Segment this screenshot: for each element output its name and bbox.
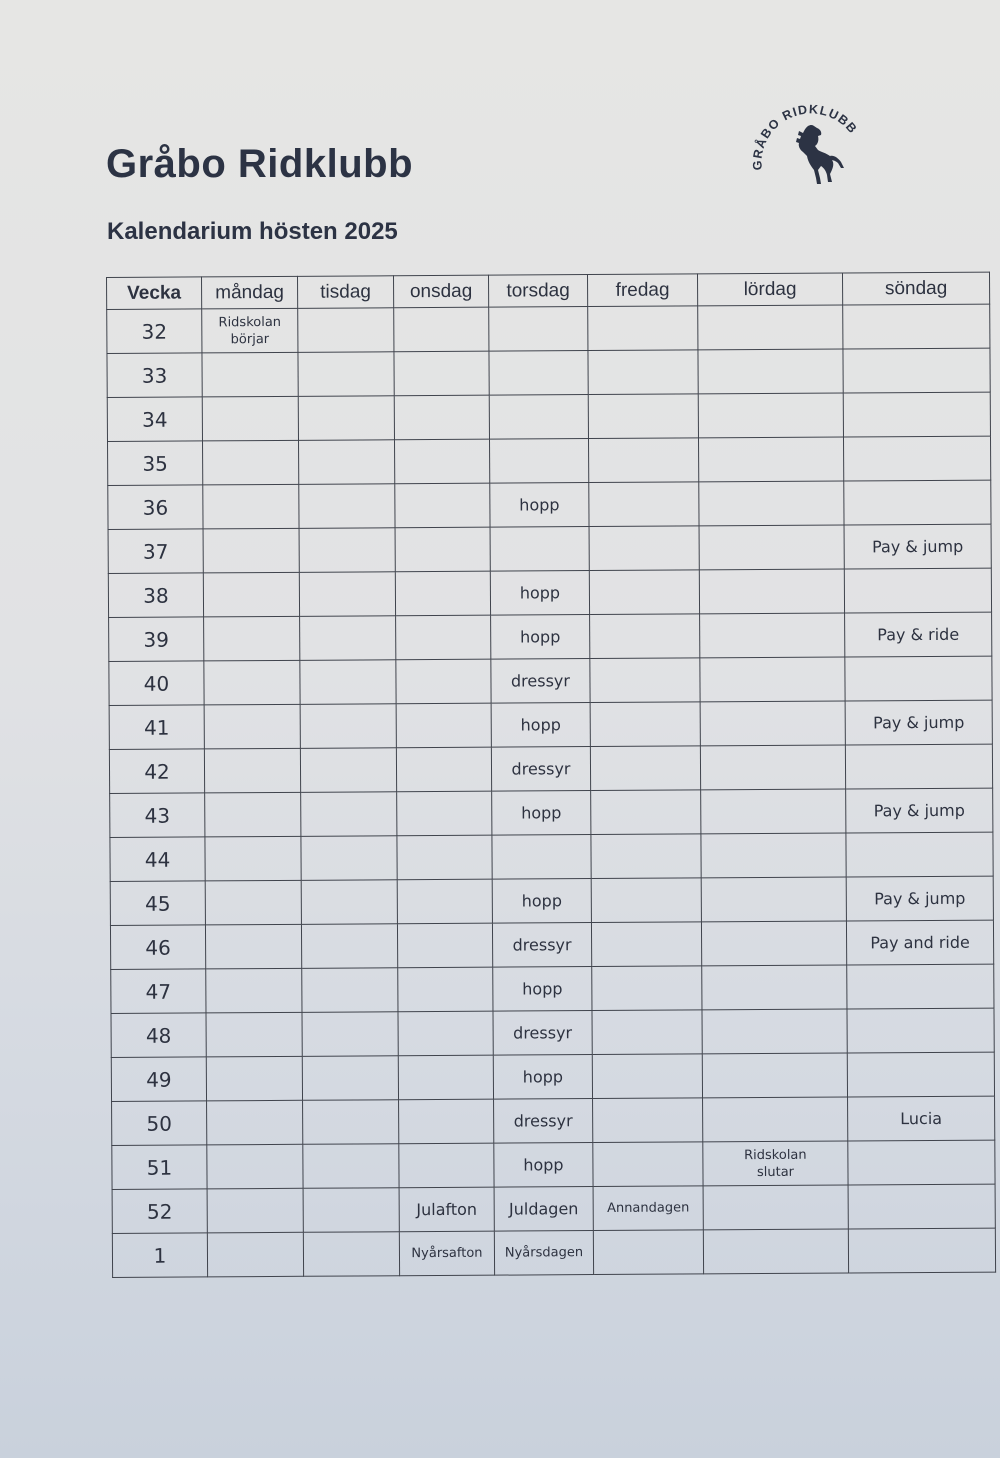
friday-cell: [588, 438, 698, 483]
tuesday-cell: [303, 1100, 399, 1145]
week-number: 50: [112, 1101, 207, 1146]
table-row: [109, 744, 992, 793]
event-label: dressyr: [511, 759, 571, 779]
sunday-cell: [844, 568, 991, 613]
table-row: [107, 392, 990, 441]
wednesday-cell: [398, 967, 493, 1012]
week-number: 33: [107, 353, 202, 398]
thursday-cell: [492, 879, 591, 924]
tuesday-cell: [303, 1232, 399, 1277]
event-label: hopp: [520, 715, 561, 735]
table-row: [110, 876, 993, 925]
event-label: Julafton: [416, 1199, 478, 1220]
event-label: hopp: [521, 891, 563, 911]
thursday-cell: [489, 307, 588, 352]
saturday-cell: [703, 1141, 848, 1186]
tuesday-cell: [298, 308, 394, 353]
table-row: [110, 920, 993, 969]
week-number: 40: [109, 661, 204, 706]
thursday-column-header: torsdag: [488, 275, 587, 308]
tuesday-cell: [300, 616, 396, 661]
tuesday-cell: [299, 484, 395, 529]
wednesday-column-header: onsdag: [393, 275, 488, 308]
thursday-cell: [493, 1055, 592, 1100]
friday-cell: [590, 614, 700, 659]
tuesday-cell: [303, 1188, 399, 1233]
sunday-cell: [845, 744, 992, 789]
table-row: [112, 1228, 995, 1277]
saturday-cell: [699, 569, 844, 614]
sunday-cell: [846, 788, 993, 833]
tuesday-cell: [302, 1056, 398, 1101]
monday-cell: [205, 924, 301, 969]
tuesday-cell: [299, 440, 395, 485]
event-label: hopp: [523, 1155, 564, 1175]
sunday-cell: [848, 1184, 995, 1229]
saturday-cell: [703, 1229, 848, 1274]
table-row: [110, 832, 993, 881]
week-number: 43: [110, 793, 205, 838]
saturday-cell: [701, 921, 846, 966]
table-row: [111, 1008, 994, 1057]
saturday-cell: [702, 1053, 847, 1098]
sunday-cell: [848, 1096, 995, 1141]
monday-cell: [206, 1012, 302, 1057]
week-column-header: Vecka: [107, 277, 202, 310]
friday-cell: [590, 702, 700, 747]
week-number: 39: [109, 617, 204, 662]
wednesday-cell: [397, 923, 492, 968]
week-number: 48: [111, 1013, 206, 1058]
sunday-column-header: söndag: [842, 272, 989, 305]
week-number: 36: [108, 485, 203, 530]
saturday-cell: [703, 1097, 848, 1142]
friday-cell: [591, 922, 701, 967]
monday-cell: [204, 748, 300, 793]
monday-cell: [207, 1188, 303, 1233]
event-label: Pay & jump: [872, 536, 964, 557]
wednesday-cell: [399, 1187, 494, 1232]
sunday-cell: [848, 1140, 995, 1185]
monday-cell: [207, 1100, 303, 1145]
monday-cell: [202, 352, 298, 397]
table-row: [107, 348, 990, 397]
monday-column-header: måndag: [202, 276, 298, 309]
saturday-cell: [702, 1009, 847, 1054]
page-title: Gråbo Ridklubb: [106, 142, 413, 186]
wednesday-cell: [399, 1099, 494, 1144]
saturday-cell: [701, 877, 846, 922]
friday-cell: [588, 394, 698, 439]
event-label: dressyr: [510, 671, 571, 691]
event-label: hopp: [520, 627, 561, 647]
week-number: 51: [112, 1145, 207, 1190]
event-label: Ridskolan börjar: [218, 314, 282, 347]
event-label: Pay & jump: [874, 888, 966, 909]
tuesday-cell: [302, 968, 398, 1013]
sunday-cell: [843, 348, 990, 393]
monday-cell: [204, 616, 300, 661]
thursday-cell: [489, 395, 588, 440]
saturday-cell: [700, 701, 845, 746]
monday-cell: [203, 572, 299, 617]
wednesday-cell: [399, 1143, 494, 1188]
friday-cell: [593, 1230, 703, 1275]
monday-cell: [202, 396, 298, 441]
saturday-cell: [703, 1185, 848, 1230]
thursday-cell: [491, 615, 590, 660]
friday-cell: [593, 1186, 703, 1231]
monday-cell: [206, 968, 302, 1013]
monday-cell: [205, 836, 301, 881]
saturday-cell: [698, 393, 843, 438]
sunday-cell: [848, 1228, 995, 1273]
wednesday-cell: [394, 395, 489, 440]
friday-cell: [589, 482, 699, 527]
friday-cell: [588, 350, 698, 395]
week-number: 1: [112, 1233, 207, 1278]
tuesday-cell: [301, 792, 397, 837]
week-number: 49: [111, 1057, 206, 1102]
event-label: hopp: [519, 495, 560, 515]
tuesday-cell: [303, 1144, 399, 1189]
thursday-cell: [494, 1231, 593, 1276]
thursday-cell: [493, 967, 592, 1012]
saturday-column-header: lördag: [697, 273, 842, 306]
table-row: [109, 700, 992, 749]
tuesday-cell: [299, 528, 395, 573]
wednesday-cell: [394, 351, 489, 396]
wednesday-cell: [395, 527, 490, 572]
calendar-table: [106, 272, 996, 1278]
saturday-cell: [698, 437, 843, 482]
week-number: 37: [108, 529, 203, 574]
table-row: [109, 612, 992, 661]
tuesday-cell: [300, 704, 396, 749]
sunday-cell: [845, 656, 992, 701]
tuesday-cell: [298, 396, 394, 441]
thursday-cell: [489, 351, 588, 396]
monday-cell: [205, 792, 301, 837]
rearing-horse-icon: [748, 98, 868, 193]
week-number: 42: [109, 749, 204, 794]
wednesday-cell: [396, 747, 491, 792]
friday-cell: [591, 878, 701, 923]
thursday-cell: [493, 1011, 592, 1056]
week-number: 35: [108, 441, 203, 486]
saturday-cell: [701, 833, 846, 878]
horse-silhouette: [796, 125, 844, 184]
tuesday-cell: [301, 880, 397, 925]
thursday-cell: [490, 527, 589, 572]
friday-cell: [588, 306, 698, 351]
saturday-cell: [700, 613, 845, 658]
wednesday-cell: [397, 879, 492, 924]
wednesday-cell: [397, 791, 492, 836]
event-label: hopp: [519, 583, 561, 603]
event-label: dressyr: [513, 1023, 573, 1043]
saturday-cell: [699, 481, 844, 526]
week-number: 44: [110, 837, 205, 882]
friday-cell: [590, 746, 700, 791]
wednesday-cell: [394, 439, 489, 484]
monday-cell: [204, 660, 300, 705]
event-label: Annandagen: [606, 1200, 690, 1216]
event-label: Pay & jump: [873, 712, 965, 733]
sunday-cell: [846, 920, 993, 965]
sunday-cell: [846, 876, 993, 921]
monday-cell: [205, 880, 301, 925]
event-label: hopp: [521, 803, 562, 823]
event-label: Lucia: [900, 1108, 943, 1129]
event-label: Juldagen: [508, 1199, 579, 1219]
event-label: hopp: [522, 979, 563, 999]
friday-cell: [590, 658, 700, 703]
event-label: Nyårsafton: [411, 1245, 483, 1262]
thursday-cell: [491, 747, 590, 792]
header-row: [107, 272, 990, 309]
tuesday-cell: [301, 924, 397, 969]
monday-cell: [203, 440, 299, 485]
saturday-cell: [702, 965, 847, 1010]
sunday-cell: [847, 1052, 994, 1097]
friday-cell: [589, 526, 699, 571]
table-row: [108, 436, 991, 485]
table-row: [111, 964, 994, 1013]
week-number: 45: [110, 881, 205, 926]
table-row: [111, 1052, 994, 1101]
friday-cell: [593, 1142, 703, 1187]
wednesday-cell: [398, 1055, 493, 1100]
table-row: [110, 788, 993, 837]
saturday-cell: [699, 525, 844, 570]
wednesday-cell: [398, 1011, 493, 1056]
friday-cell: [589, 570, 699, 615]
event-label: dressyr: [513, 1111, 573, 1131]
table-row: [112, 1140, 995, 1189]
sunday-cell: [844, 480, 991, 525]
sunday-cell: [843, 392, 990, 437]
wednesday-cell: [396, 615, 491, 660]
tuesday-cell: [300, 660, 396, 705]
wednesday-cell: [394, 307, 489, 352]
tuesday-cell: [299, 572, 395, 617]
thursday-cell: [490, 571, 589, 616]
sunday-cell: [845, 612, 992, 657]
monday-cell: [202, 308, 298, 353]
thursday-cell: [490, 483, 589, 528]
week-number: 32: [107, 309, 202, 354]
week-number: 38: [108, 573, 203, 618]
monday-cell: [204, 704, 300, 749]
thursday-cell: [494, 1143, 593, 1188]
thursday-cell: [492, 791, 591, 836]
sunday-cell: [847, 1008, 994, 1053]
week-number: 34: [107, 397, 202, 442]
tuesday-column-header: tisdag: [297, 276, 393, 309]
sunday-cell: [845, 700, 992, 745]
tuesday-cell: [301, 836, 397, 881]
friday-cell: [592, 1054, 702, 1099]
thursday-cell: [489, 439, 588, 484]
friday-cell: [591, 834, 701, 879]
friday-cell: [591, 790, 701, 835]
event-label: hopp: [522, 1067, 564, 1087]
table-row: [108, 480, 991, 529]
saturday-cell: [701, 789, 846, 834]
sunday-cell: [846, 832, 993, 877]
week-number: 52: [112, 1189, 207, 1234]
event-label: Nyårsdagen: [504, 1245, 584, 1261]
wednesday-cell: [396, 659, 491, 704]
saturday-cell: [698, 349, 843, 394]
tuesday-cell: [302, 1012, 398, 1057]
event-label: Ridskolan slutar: [744, 1147, 807, 1180]
event-label: Pay and ride: [870, 932, 970, 953]
table-row: [108, 524, 991, 573]
friday-cell: [592, 1010, 702, 1055]
friday-column-header: fredag: [587, 274, 697, 307]
wednesday-cell: [397, 835, 492, 880]
club-logo: [748, 98, 868, 193]
wednesday-cell: [395, 483, 490, 528]
event-label: Pay & jump: [873, 800, 965, 821]
thursday-cell: [494, 1187, 593, 1232]
table-row: [107, 304, 990, 353]
table-row: [108, 568, 991, 617]
thursday-cell: [494, 1099, 593, 1144]
wednesday-cell: [396, 703, 491, 748]
wednesday-cell: [399, 1231, 494, 1276]
wednesday-cell: [395, 571, 490, 616]
friday-cell: [592, 966, 702, 1011]
tuesday-cell: [298, 352, 394, 397]
sunday-cell: [844, 524, 991, 569]
week-number: 41: [109, 705, 204, 750]
thursday-cell: [491, 703, 590, 748]
table-row: [109, 656, 992, 705]
sunday-cell: [847, 964, 994, 1009]
week-number: 46: [110, 925, 205, 970]
monday-cell: [207, 1144, 303, 1189]
tuesday-cell: [300, 748, 396, 793]
thursday-cell: [492, 923, 591, 968]
monday-cell: [206, 1056, 302, 1101]
sunday-cell: [843, 304, 990, 349]
monday-cell: [203, 528, 299, 573]
table-row: [112, 1184, 995, 1233]
table-row: [112, 1096, 995, 1145]
monday-cell: [207, 1232, 303, 1277]
sunday-cell: [843, 436, 990, 481]
event-label: Pay & ride: [877, 624, 960, 645]
saturday-cell: [698, 305, 843, 350]
saturday-cell: [700, 657, 845, 702]
week-number: 47: [111, 969, 206, 1014]
saturday-cell: [700, 745, 845, 790]
page-subtitle: Kalendarium hösten 2025: [107, 218, 398, 245]
logo-text: GRÅBO RIDKLUBB: [750, 102, 861, 171]
friday-cell: [593, 1098, 703, 1143]
event-label: dressyr: [512, 935, 572, 955]
thursday-cell: [492, 835, 591, 880]
thursday-cell: [491, 659, 590, 704]
monday-cell: [203, 484, 299, 529]
